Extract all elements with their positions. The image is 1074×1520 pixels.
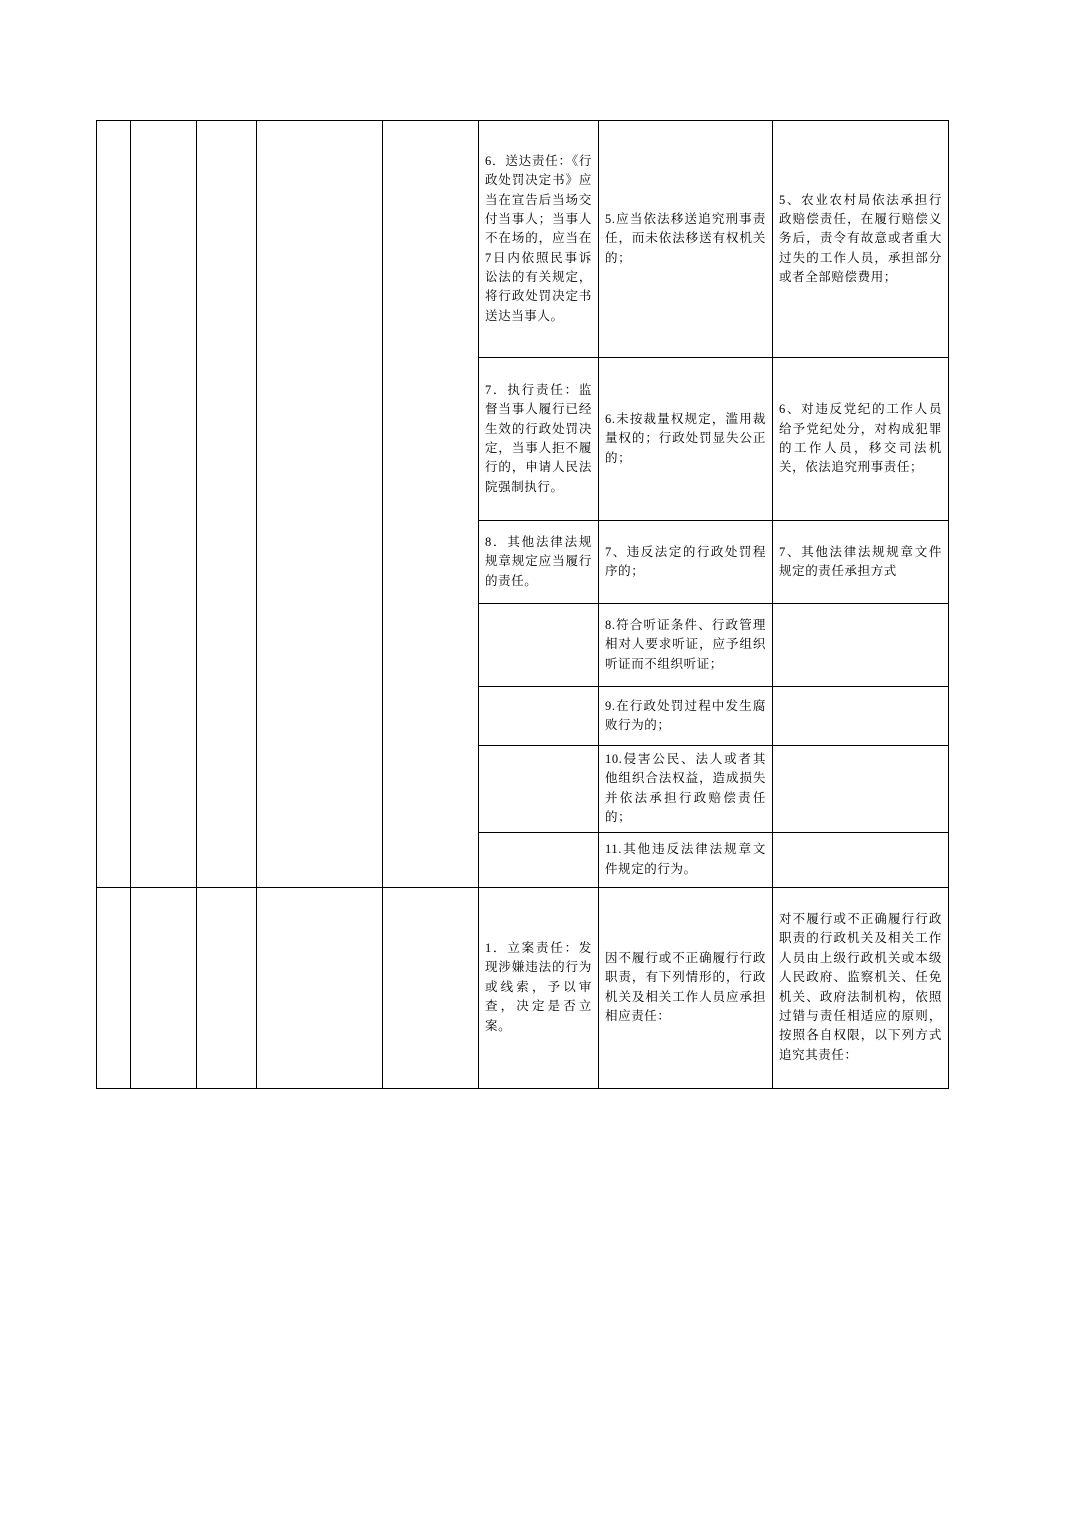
cell-duty xyxy=(479,746,599,833)
cell-duty: 1．立案责任：发现涉嫌违法的行为或线索，予以审查，决定是否立案。 xyxy=(479,887,599,1088)
cell-duty xyxy=(479,832,599,887)
cell-index xyxy=(97,887,131,1088)
cell-extra xyxy=(383,121,479,888)
cell-method: 7、其他法律法规规章文件规定的责任承担方式 xyxy=(773,521,949,604)
cell-accountability: 5.应当依法移送追究刑事责任，而未依法移送有权机关的； xyxy=(599,121,773,358)
cell-method xyxy=(773,687,949,746)
cell-duty xyxy=(479,687,599,746)
cell-accountability: 11.其他违反法律法规章文件规定的行为。 xyxy=(599,832,773,887)
cell-accountability: 因不履行或不正确履行行政职责，有下列情形的，行政机关及相关工作人员应承担相应责任： xyxy=(599,887,773,1088)
cell-method xyxy=(773,746,949,833)
cell-power-type xyxy=(131,887,197,1088)
cell-power-name xyxy=(197,121,257,888)
responsibility-table xyxy=(96,120,949,1089)
cell-duty: 6．送达责任：《行政处罚决定书》应当在宣告后当场交付当事人；当事人不在场的，应当在7日内依照民事诉讼法的有关规定，将行政处罚决定书送达当事人。 xyxy=(479,121,599,358)
cell-power-name xyxy=(197,887,257,1088)
cell-method xyxy=(773,604,949,687)
table-row xyxy=(97,887,949,1088)
cell-duty: 7．执行责任：监督当事人履行已经生效的行政处罚决定，当事人拒不履行的，申请人民法院强制执行。 xyxy=(479,358,599,521)
cell-duty xyxy=(479,604,599,687)
cell-accountability: 7、违反法定的行政处罚程序的； xyxy=(599,521,773,604)
cell-accountability: 8.符合听证条件、行政管理相对人要求听证，应予组织听证而不组织听证； xyxy=(599,604,773,687)
cell-method xyxy=(773,832,949,887)
cell-method: 5、农业农村局依法承担行政赔偿责任，在履行赔偿义务后，责令有故意或者重大过失的工作人员，承担部分或者全部赔偿费用； xyxy=(773,121,949,358)
cell-method: 6、对违反党纪的工作人员给予党纪处分，对构成犯罪的工作人员，移交司法机关，依法追究刑事责任； xyxy=(773,358,949,521)
cell-duty: 8．其他法律法规规章规定应当履行的责任。 xyxy=(479,521,599,604)
cell-extra xyxy=(383,887,479,1088)
cell-basis xyxy=(257,887,383,1088)
cell-power-type xyxy=(131,121,197,888)
cell-accountability: 9.在行政处罚过程中发生腐败行为的； xyxy=(599,687,773,746)
cell-accountability: 6.未按裁量权规定，滥用裁量权的；行政处罚显失公正的； xyxy=(599,358,773,521)
table-row xyxy=(97,121,949,358)
cell-index xyxy=(97,121,131,888)
cell-basis xyxy=(257,121,383,888)
cell-accountability: 10.侵害公民、法人或者其他组织合法权益，造成损失并依法承担行政赔偿责任的； xyxy=(599,746,773,833)
cell-method: 对不履行或不正确履行行政职责的行政机关及相关工作人员由上级行政机关或本级人民政府、监察机关、任免机关、政府法制机构，依照过错与责任相适应的原则，按照各自权限，以下列方式追究其责任： xyxy=(773,887,949,1088)
